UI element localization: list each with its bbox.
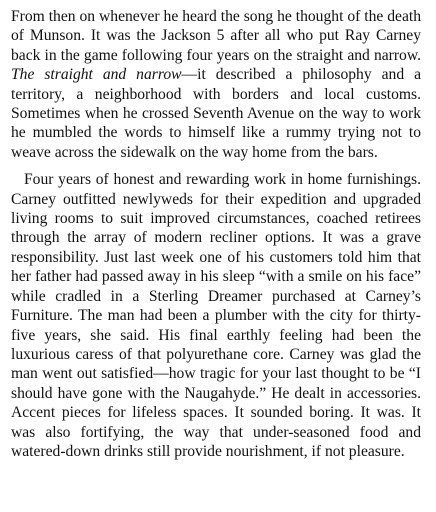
paragraph-1-italic-phrase: The straight and narrow <box>11 66 182 84</box>
paragraph-2-text: Four years of honest and rewarding work in home furnishings. Carney outfitted newlyweds for their expedition and upgraded living rooms to suit improved circumstances, coached retirees through the array of modern recliner options. It was a grave responsibility. Just last week one of his customers told him that her father had passed away in his sleep “with a smile on his face” while cradled in a Sterling Dreamer purchased at Carney’s Furniture. The man had been a plumber with the city for thirty-five years, she said. His final earthly feeling had been the luxurious caress of that polyurethane core. Carney was glad the man went out satisfied—how tragic for your last thought to be “I should have gone with the Naugahyde.” He dealt in accessories. Accent pieces for lifeless spaces. It sounded boring. It was. It was also fortifying, the way that under-seasoned food and watered-down drinks still provide nourishment, if not pleasure. <box>11 171 421 460</box>
paragraph-2 <box>11 170 421 461</box>
paragraph-1 <box>11 7 421 162</box>
paragraph-1-text-2: —it described a philosophy and a territory, a neighborhood with borders and local customs. Sometimes when he crossed Seventh Avenue on the way to work he mumbled the words to himself like a rummy trying not to weave across the sidewalk on the way home from the bars. <box>11 66 421 161</box>
book-page <box>11 7 421 461</box>
paragraph-1-text-1: From then on whenever he heard the song he thought of the death of Munson. It was the Jackson 5 after all who put Ray Carney back in the game following four years on the straight and narrow. <box>11 8 421 64</box>
